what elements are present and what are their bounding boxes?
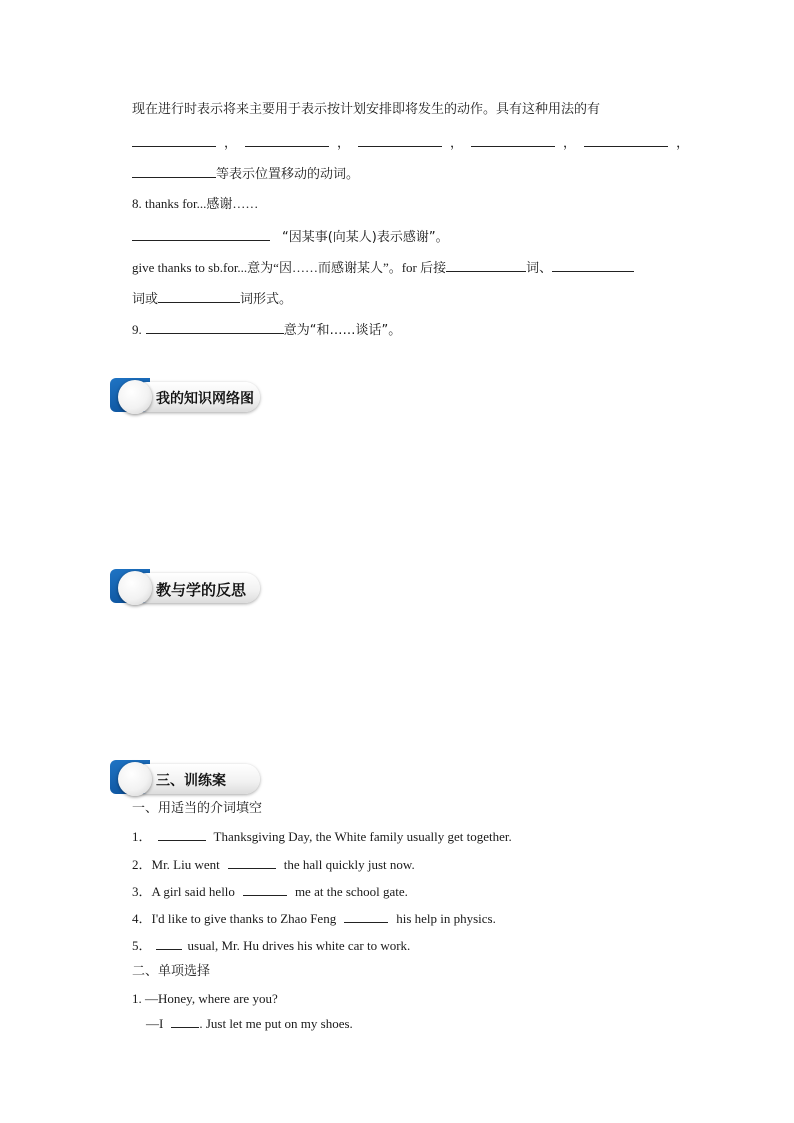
item9-row xyxy=(132,320,401,340)
separator: ， xyxy=(563,136,577,151)
separator: ， xyxy=(224,136,238,151)
part1-question-1 xyxy=(132,827,512,846)
blank[interactable] xyxy=(243,882,287,896)
heading-title: 三、训练案 xyxy=(156,773,226,789)
question-text-before: A girl said hello xyxy=(151,884,235,899)
blank[interactable] xyxy=(158,289,240,303)
blank[interactable] xyxy=(471,133,555,147)
question-number: 3． xyxy=(132,884,152,899)
blank[interactable] xyxy=(158,827,206,841)
blank[interactable] xyxy=(344,909,388,923)
usage-intro: 现在进行时表示将来主要用于表示按计划安排即将发生的动作。具有这种用法的有 xyxy=(132,102,601,117)
part1-question-4 xyxy=(132,909,496,928)
heading-title: 我的知识网络图 xyxy=(156,391,254,407)
blank[interactable] xyxy=(552,258,634,272)
heading-circle-icon xyxy=(118,762,152,796)
blank[interactable] xyxy=(156,936,182,950)
part1-title: 一、用适当的介词填空 xyxy=(132,801,263,816)
question-text-before: Mr. Liu went xyxy=(151,857,220,872)
item8-word-label: 词、 xyxy=(526,261,553,276)
question-text-before: I'd like to give thanks to Zhao Feng xyxy=(151,911,337,926)
item8-meaning-row xyxy=(132,227,449,247)
item8-word-or: 词或 xyxy=(132,292,159,307)
heading-title: 教与学的反思 xyxy=(156,581,247,599)
blank[interactable] xyxy=(584,133,668,147)
blank[interactable] xyxy=(146,320,284,334)
blank[interactable] xyxy=(132,164,216,178)
question-text: Thanksgiving Day, the White family usually get together. xyxy=(213,829,512,844)
item8-give-thanks-text: give thanks to sb.for...意为“因……而感谢某人”。for 后接 xyxy=(132,260,447,275)
answer-rest: . Just let me put on my shoes. xyxy=(199,1016,353,1031)
question-text: usual, Mr. Hu drives his white car to work. xyxy=(187,938,411,953)
blank[interactable] xyxy=(132,133,216,147)
question-number: 5． xyxy=(132,938,152,953)
part1-question-3 xyxy=(132,882,408,901)
separator: ， xyxy=(676,136,690,151)
question-number: 1． xyxy=(132,829,152,844)
usage-tail: 等表示位置移动的动词。 xyxy=(216,167,360,182)
item8-forms-tail: 词形式。 xyxy=(240,292,293,307)
heading-circle-icon xyxy=(118,380,152,414)
heading-circle-icon xyxy=(118,571,152,605)
item9-meaning: 意为“和……谈话”。 xyxy=(283,323,402,338)
blank[interactable] xyxy=(132,227,270,241)
item8-head: 8. thanks for...感谢…… xyxy=(132,196,259,211)
answer-start: —I xyxy=(146,1016,164,1031)
blank[interactable] xyxy=(245,133,329,147)
item8-forms-row xyxy=(132,289,292,309)
item9-number: 9. xyxy=(132,322,142,337)
blank[interactable] xyxy=(358,133,442,147)
part2-title: 二、单项选择 xyxy=(132,964,211,979)
part2-q1-line2 xyxy=(146,1014,353,1033)
question-text: his help in physics. xyxy=(396,911,496,926)
blank[interactable] xyxy=(228,855,276,869)
question-number: 2． xyxy=(132,857,152,872)
separator: ， xyxy=(450,136,464,151)
question-text: me at the school gate. xyxy=(294,884,408,899)
item8-give-thanks-row xyxy=(132,258,634,278)
question-number: 4． xyxy=(132,911,152,926)
usage-blanks-row xyxy=(132,133,689,153)
part1-question-5 xyxy=(132,936,410,955)
item8-meaning: “因某事(向某人)表示感谢”。 xyxy=(282,230,449,245)
separator: ， xyxy=(337,136,351,151)
question-text: the hall quickly just now. xyxy=(283,857,415,872)
blank[interactable] xyxy=(446,258,526,272)
part2-q1-line1: 1. —Honey, where are you? xyxy=(132,991,278,1006)
usage-tail-row xyxy=(132,164,359,184)
blank[interactable] xyxy=(171,1014,199,1028)
part1-question-2 xyxy=(132,855,415,874)
